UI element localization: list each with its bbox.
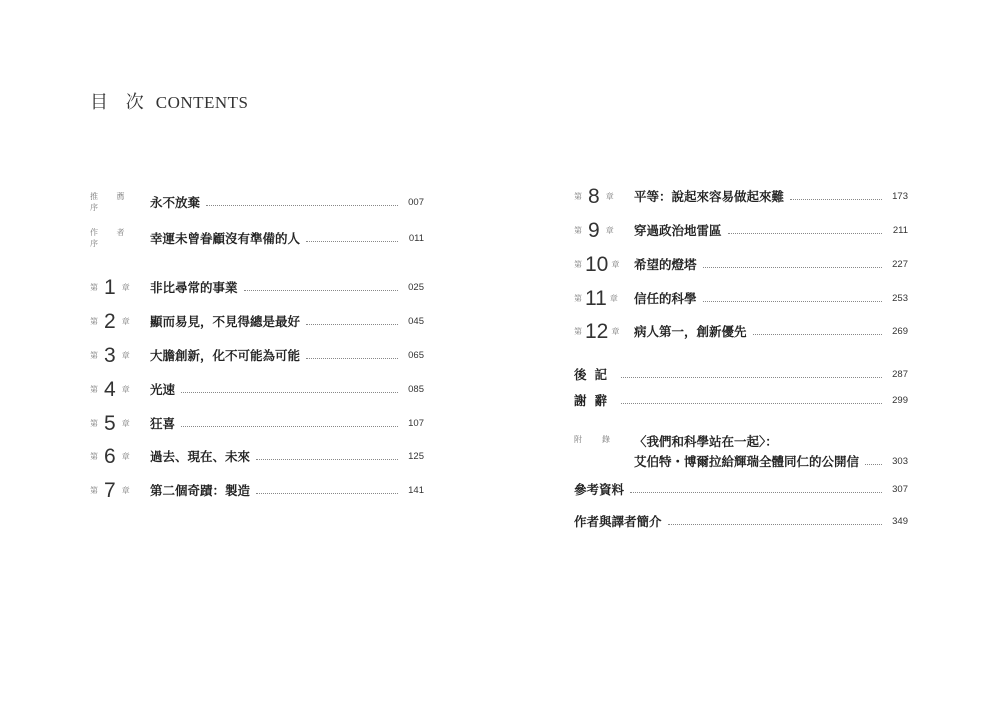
entry-title: 穿過政治地雷區 — [634, 223, 722, 238]
entry-title: 謝辭 — [574, 393, 616, 408]
page-number: 303 — [892, 455, 908, 467]
entry-title: 狂喜 — [150, 416, 176, 431]
appendix-label: 附錄 — [574, 435, 630, 444]
dot-leader — [256, 459, 398, 460]
toc-entry-chapter-9[interactable] — [574, 220, 908, 240]
entry-title: 後記 — [574, 367, 616, 382]
chapter-suffix: 章 — [121, 418, 130, 428]
chapter-number: 1 — [104, 275, 116, 299]
appendix-row — [634, 452, 908, 470]
chapter-suffix: 章 — [121, 282, 130, 292]
toc-entry-chapter-2[interactable] — [90, 311, 424, 331]
entry-title: 信任的科學 — [634, 291, 697, 306]
chapter-prefix: 第 — [90, 418, 98, 428]
toc-entry-chapter-7[interactable] — [90, 480, 424, 500]
chapter-label — [90, 311, 150, 332]
page-number: 125 — [408, 450, 424, 462]
chapter-prefix: 第 — [90, 350, 98, 360]
chapter-prefix: 第 — [574, 191, 582, 201]
chapter-prefix: 第 — [574, 259, 582, 269]
heading-en: CONTENTS — [155, 93, 249, 112]
chapter-suffix: 章 — [611, 326, 620, 336]
entry-title: 顯而易見，不見得總是最好 — [150, 314, 301, 329]
toc-entry-preface[interactable] — [90, 228, 424, 248]
chapter-label — [90, 480, 150, 501]
dot-leader — [306, 241, 398, 242]
dot-leader — [244, 290, 398, 291]
toc-entry-chapter-6[interactable] — [90, 446, 424, 466]
page-number: 007 — [408, 196, 424, 208]
dot-leader — [181, 426, 398, 427]
entry-title: 平等：說起來容易做起來難 — [634, 189, 785, 204]
dot-leader — [753, 334, 882, 335]
entry-title: 第二個奇蹟：製造 — [150, 483, 251, 498]
dot-leader — [306, 358, 398, 359]
toc-entry-chapter-1[interactable] — [90, 277, 424, 297]
page-number: 349 — [892, 515, 908, 527]
toc-entry-afterword[interactable] — [574, 364, 908, 384]
chapter-suffix: 章 — [121, 485, 130, 495]
toc-entry-chapter-11[interactable] — [574, 288, 908, 308]
dot-leader — [703, 267, 882, 268]
chapter-number: 7 — [104, 478, 116, 502]
chapter-prefix: 第 — [574, 326, 582, 336]
chapter-label — [90, 446, 150, 467]
page-number: 045 — [408, 315, 424, 327]
toc-entry-chapter-3[interactable] — [90, 345, 424, 365]
page-number: 025 — [408, 281, 424, 293]
toc-entry-about-authors[interactable] — [574, 511, 908, 531]
chapter-suffix: 章 — [121, 384, 130, 394]
chapter-label — [574, 321, 634, 342]
contents-heading — [90, 88, 249, 114]
page-number: 011 — [408, 232, 424, 244]
page-number: 299 — [892, 394, 908, 406]
chapter-number: 6 — [104, 444, 116, 468]
dot-leader — [668, 524, 882, 525]
chapter-number: 12 — [585, 319, 609, 343]
chapter-label — [574, 254, 634, 275]
dot-leader — [256, 493, 398, 494]
chapter-label — [574, 220, 634, 241]
chapter-prefix: 第 — [90, 384, 98, 394]
chapter-label — [90, 345, 150, 366]
chapter-prefix: 第 — [90, 282, 98, 292]
page-number: 107 — [408, 417, 424, 429]
toc-entry-references[interactable] — [574, 479, 908, 499]
page-number: 085 — [408, 383, 424, 395]
entry-label: 推 薦 序 — [90, 192, 133, 212]
dot-leader — [790, 199, 882, 200]
chapter-number: 3 — [104, 343, 116, 367]
toc-entry-chapter-10[interactable] — [574, 254, 908, 274]
page-number: 307 — [892, 483, 908, 495]
chapter-number: 2 — [104, 309, 116, 333]
chapter-suffix: 章 — [121, 451, 130, 461]
entry-title: 大膽創新，化不可能為可能 — [150, 348, 301, 363]
chapter-suffix: 章 — [611, 259, 620, 269]
toc-entry-chapter-12[interactable] — [574, 321, 908, 341]
chapter-number: 4 — [104, 377, 116, 401]
entry-title: 光速 — [150, 382, 176, 397]
dot-leader — [728, 233, 882, 234]
chapter-label — [574, 288, 634, 309]
page-number: 269 — [892, 325, 908, 337]
entry-title: 永不放棄 — [150, 195, 201, 210]
page-number: 065 — [408, 349, 424, 361]
dot-leader — [621, 403, 882, 404]
chapter-label — [90, 277, 150, 298]
toc-entry-chapter-8[interactable] — [574, 186, 908, 206]
page-number: 253 — [892, 292, 908, 304]
entry-label: 作 者 序 — [90, 228, 133, 248]
dot-leader — [306, 324, 398, 325]
toc-entry-foreword[interactable] — [90, 192, 424, 212]
toc-entry-chapter-4[interactable] — [90, 379, 424, 399]
chapter-label — [574, 186, 634, 207]
page-number: 287 — [892, 368, 908, 380]
chapter-number: 8 — [588, 184, 600, 208]
chapter-prefix: 第 — [90, 485, 98, 495]
chapter-suffix: 章 — [609, 293, 618, 303]
dot-leader — [206, 205, 398, 206]
dot-leader — [703, 301, 882, 302]
chapter-number: 11 — [585, 286, 607, 310]
chapter-prefix: 第 — [90, 316, 98, 326]
chapter-prefix: 第 — [90, 451, 98, 461]
chapter-suffix: 章 — [605, 225, 614, 235]
dot-leader — [621, 377, 882, 378]
chapter-label — [90, 379, 150, 400]
appendix-title-line1: 〈我們和科學站在一起〉： — [634, 434, 778, 449]
toc-entry-acknowledgements[interactable] — [574, 390, 908, 410]
dot-leader — [630, 492, 882, 493]
chapter-suffix: 章 — [121, 316, 130, 326]
toc-entry-appendix[interactable] — [574, 432, 908, 472]
chapter-number: 9 — [588, 218, 600, 242]
heading-zh: 目 次 — [90, 92, 150, 113]
entry-title: 過去、現在、未來 — [150, 449, 251, 464]
page-number: 173 — [892, 190, 908, 202]
dot-leader — [181, 392, 398, 393]
page-number: 141 — [408, 484, 424, 496]
dot-leader — [865, 464, 882, 465]
chapter-prefix: 第 — [574, 293, 582, 303]
chapter-number: 5 — [104, 411, 116, 435]
toc-entry-chapter-5[interactable] — [90, 413, 424, 433]
chapter-suffix: 章 — [121, 350, 130, 360]
page-number: 227 — [892, 258, 908, 270]
chapter-label — [90, 413, 150, 434]
entry-title: 病人第一，創新優先 — [634, 324, 747, 339]
entry-title: 參考資料 — [574, 482, 625, 497]
entry-title: 幸運未曾眷顧沒有準備的人 — [150, 231, 301, 246]
chapter-prefix: 第 — [574, 225, 582, 235]
entry-title: 作者與譯者簡介 — [574, 514, 662, 529]
chapter-number: 10 — [585, 252, 609, 276]
entry-title: 希望的燈塔 — [634, 257, 697, 272]
entry-title: 非比尋常的事業 — [150, 280, 238, 295]
appendix-title-line2: 艾伯特・博爾拉給輝瑞全體同仁的公開信 — [634, 454, 860, 469]
page-number: 211 — [892, 224, 908, 236]
chapter-suffix: 章 — [605, 191, 614, 201]
